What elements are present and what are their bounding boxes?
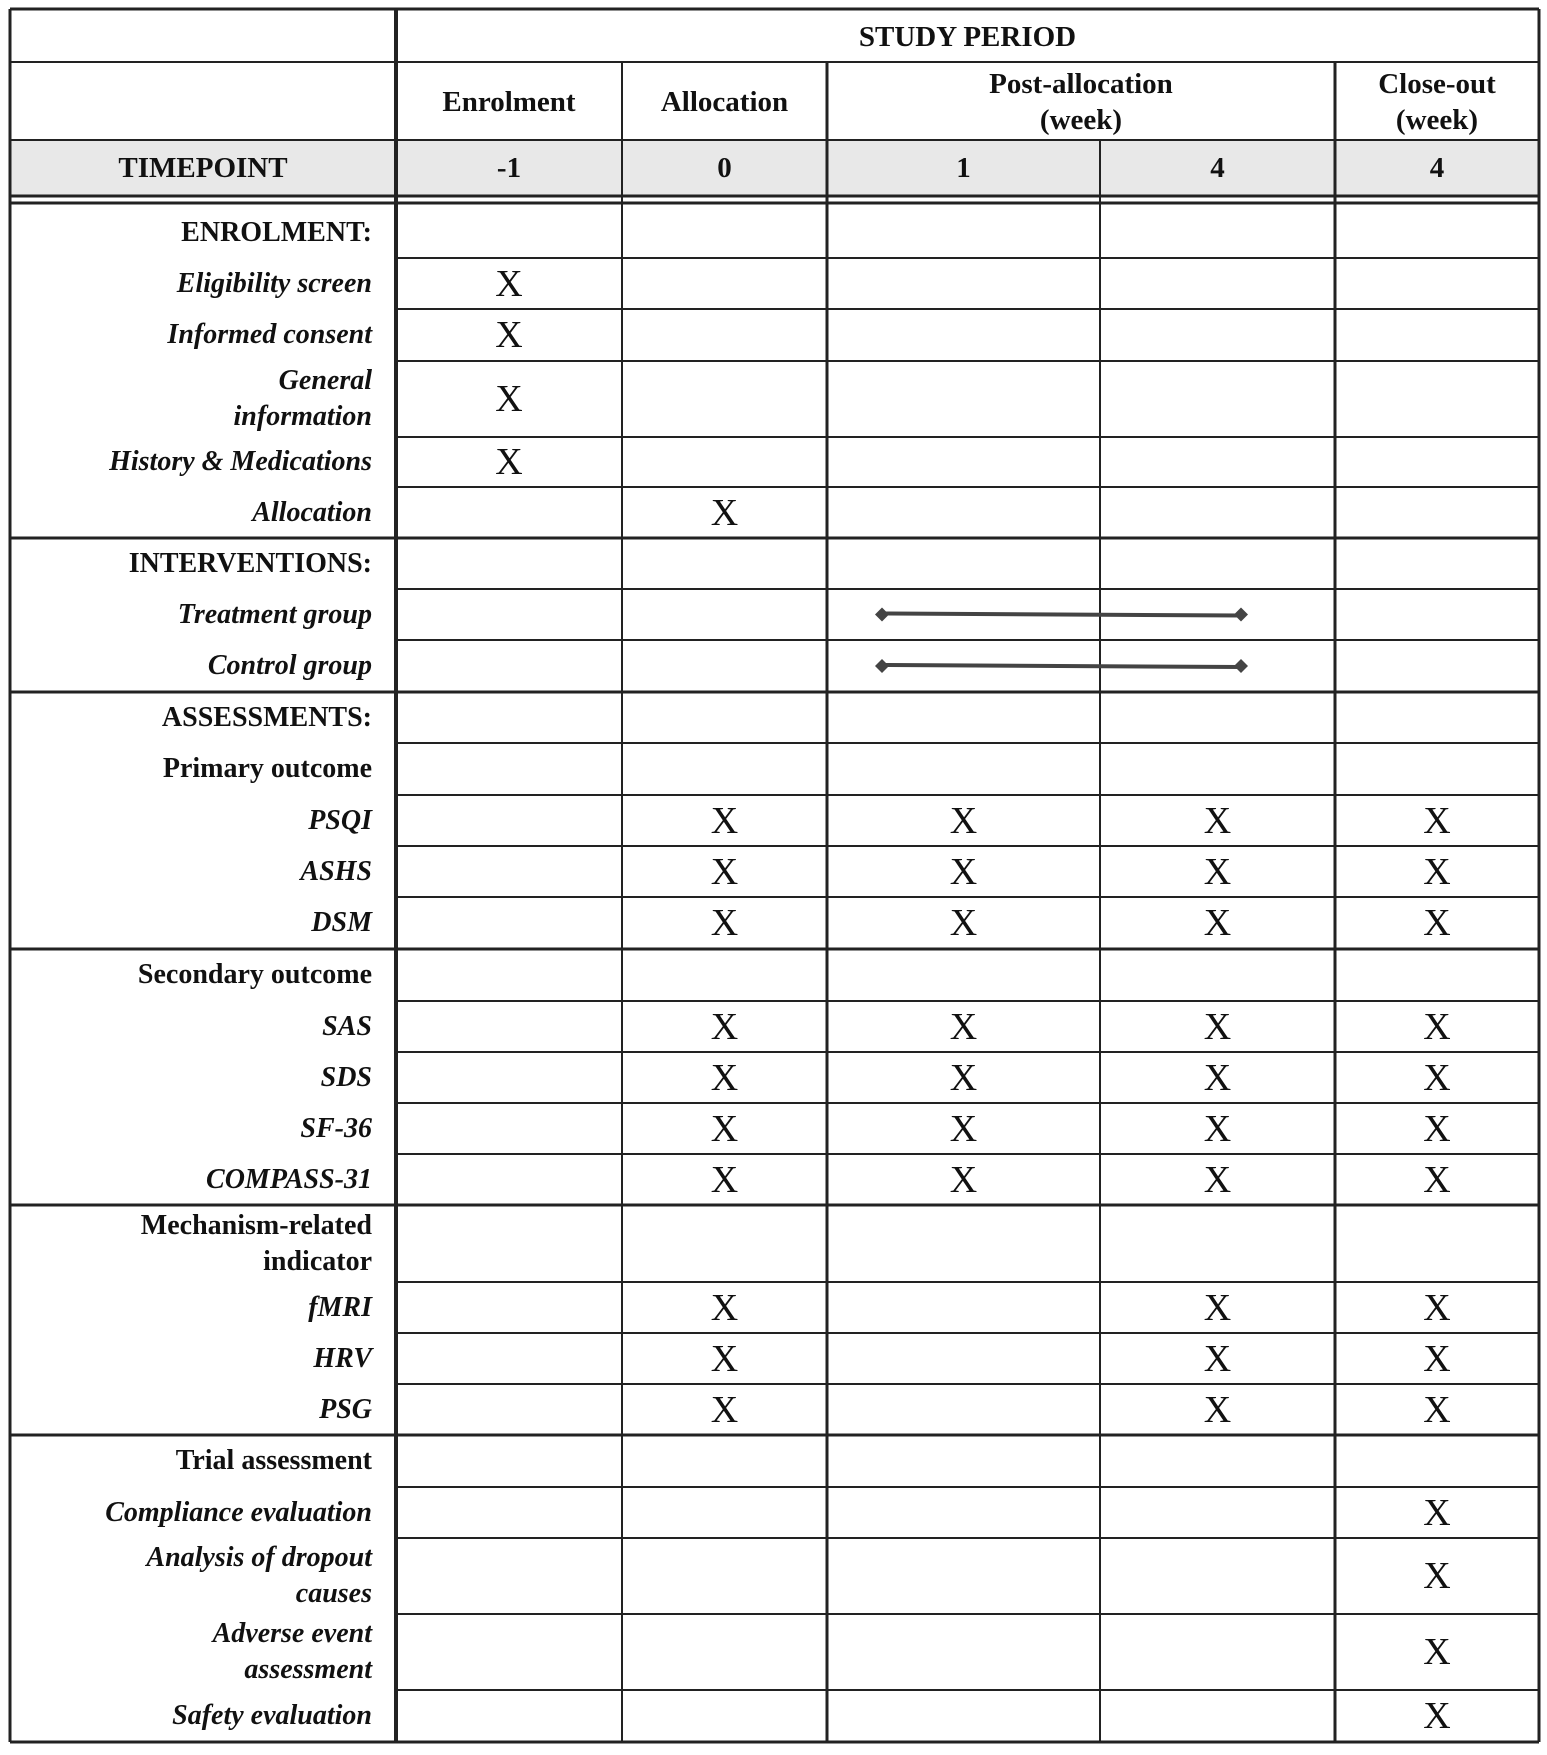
schedule-mark: X bbox=[495, 262, 523, 305]
row-label: ASSESSMENTS: bbox=[161, 701, 372, 733]
schedule-mark: X bbox=[1203, 1286, 1232, 1329]
row-label: SDS bbox=[320, 1061, 372, 1093]
row-label: ASHS bbox=[300, 855, 372, 887]
schedule-mark: X bbox=[1423, 1107, 1451, 1150]
schedule-mark: X bbox=[1423, 1555, 1451, 1597]
schedule-mark: X bbox=[949, 902, 978, 944]
schedule-mark: X bbox=[710, 1388, 739, 1431]
phase-post-allocation: Post-allocation (week) bbox=[989, 68, 1173, 136]
timepoint-week-4: 4 bbox=[1210, 152, 1225, 184]
row-label: DSM bbox=[311, 907, 372, 938]
schedule-mark: X bbox=[1203, 799, 1232, 842]
schedule-mark: X bbox=[1203, 1337, 1232, 1380]
schedule-mark: X bbox=[1203, 902, 1232, 944]
row-label: PSG bbox=[319, 1393, 372, 1425]
row-label: Eligibility screen bbox=[176, 267, 372, 299]
schedule-mark: X bbox=[710, 902, 739, 944]
schedule-mark: X bbox=[1423, 1388, 1451, 1431]
row-label: Mechanism-related indicator bbox=[140, 1209, 372, 1277]
row-label: Safety evaluation bbox=[172, 1700, 372, 1731]
timepoint-allocation: 0 bbox=[717, 152, 732, 184]
schedule-mark: X bbox=[949, 1158, 978, 1201]
row-label: General information bbox=[233, 365, 372, 432]
row-label: Analysis of dropout causes bbox=[146, 1542, 372, 1609]
schedule-mark: X bbox=[1423, 1631, 1451, 1673]
phase-allocation: Allocation bbox=[660, 86, 789, 118]
schedule-mark: X bbox=[949, 850, 978, 893]
row-label: PSQI bbox=[308, 804, 372, 836]
schedule-mark: X bbox=[1203, 1107, 1232, 1150]
row-label: HRV bbox=[313, 1342, 372, 1374]
schedule-mark: X bbox=[1423, 1695, 1451, 1737]
timepoint-enrolment: -1 bbox=[496, 152, 522, 184]
schedule-mark: X bbox=[1203, 1056, 1232, 1099]
row-label: Allocation bbox=[252, 496, 372, 528]
row-label: Secondary outcome bbox=[137, 959, 372, 990]
phase-enrolment: Enrolment bbox=[442, 86, 576, 118]
schedule-mark: X bbox=[495, 378, 523, 420]
schedule-mark: X bbox=[1423, 902, 1451, 944]
schedule-mark: X bbox=[710, 1337, 739, 1380]
row-label: Compliance evaluation bbox=[105, 1496, 372, 1528]
schedule-mark: X bbox=[1203, 850, 1232, 893]
timepoint-week-1: 1 bbox=[956, 152, 971, 184]
schedule-mark: X bbox=[710, 799, 739, 842]
schedule-mark: X bbox=[1203, 1388, 1232, 1431]
timepoint-close-out-4: 4 bbox=[1429, 152, 1445, 184]
schedule-mark: X bbox=[495, 314, 523, 356]
schedule-mark: X bbox=[710, 491, 739, 534]
schedule-mark: X bbox=[1423, 1286, 1451, 1329]
study-period-heading: STUDY PERIOD bbox=[858, 21, 1077, 53]
schedule-mark: X bbox=[710, 1005, 739, 1048]
row-label: Informed consent bbox=[167, 319, 372, 350]
row-label: SF-36 bbox=[300, 1112, 372, 1144]
row-label: COMPASS-31 bbox=[206, 1163, 372, 1195]
schedule-mark: X bbox=[949, 1005, 978, 1048]
schedule-mark: X bbox=[710, 1286, 739, 1329]
intervention-duration-arrow bbox=[875, 608, 1248, 622]
schedule-mark: X bbox=[1423, 850, 1451, 893]
schedule-mark: X bbox=[1423, 1005, 1451, 1048]
row-label: Trial assessment bbox=[175, 1445, 372, 1476]
schedule-mark: X bbox=[1423, 799, 1451, 842]
schedule-mark: X bbox=[1423, 1491, 1451, 1534]
schedule-mark: X bbox=[710, 850, 739, 893]
schedule-mark: X bbox=[710, 1107, 739, 1150]
row-label: History & Medications bbox=[109, 446, 372, 477]
row-label: Adverse event assessment bbox=[212, 1618, 372, 1685]
row-label: Treatment group bbox=[177, 598, 372, 630]
schedule-mark: X bbox=[1423, 1158, 1451, 1201]
schedule-mark: X bbox=[949, 799, 978, 842]
row-label: INTERVENTIONS: bbox=[128, 547, 372, 579]
schedule-mark: X bbox=[949, 1107, 978, 1150]
schedule-mark: X bbox=[1203, 1005, 1232, 1048]
schedule-mark: X bbox=[1203, 1158, 1232, 1201]
timepoint-label: TIMEPOINT bbox=[118, 152, 288, 184]
schedule-mark: X bbox=[1423, 1337, 1451, 1380]
row-label: SAS bbox=[322, 1010, 372, 1042]
row-label: Primary outcome bbox=[162, 753, 372, 784]
schedule-mark: X bbox=[949, 1056, 978, 1099]
row-label: Control group bbox=[207, 650, 372, 681]
row-label: fMRI bbox=[308, 1291, 372, 1323]
schedule-mark: X bbox=[710, 1056, 739, 1099]
intervention-duration-arrow bbox=[875, 659, 1248, 673]
phase-close-out: Close-out (week) bbox=[1378, 68, 1496, 136]
row-label: ENROLMENT: bbox=[181, 217, 372, 248]
schedule-mark: X bbox=[1423, 1056, 1451, 1099]
schedule-mark: X bbox=[495, 441, 523, 483]
schedule-mark: X bbox=[710, 1158, 739, 1201]
